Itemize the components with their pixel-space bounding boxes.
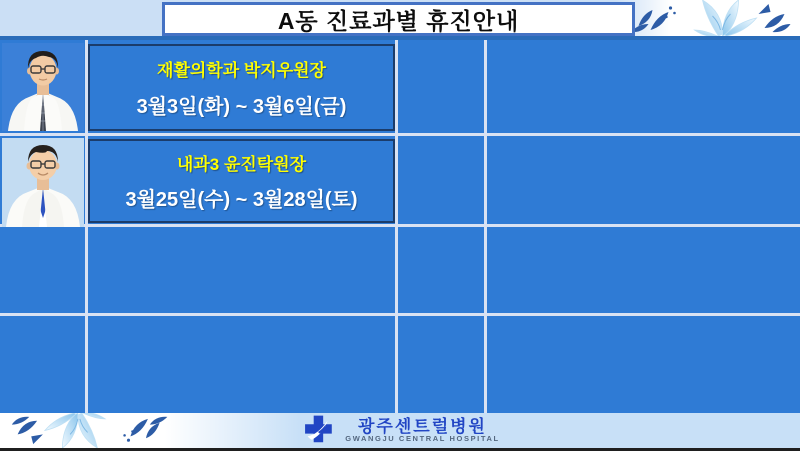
department-doctor-name: 재활의학과 박지우원장 xyxy=(157,61,326,81)
hospital-logo xyxy=(0,413,800,448)
footer xyxy=(0,413,800,448)
page-title: A동 진료과별 휴진안내 xyxy=(277,7,520,34)
hospital-name-english: GWANGJU CENTRAL HOSPITAL xyxy=(345,434,500,444)
doctor-photo xyxy=(2,43,84,131)
lily-flower-icon xyxy=(615,23,800,36)
doctor-photo xyxy=(2,138,84,227)
closure-notice-row-2 xyxy=(88,139,395,223)
closure-notice-row-1 xyxy=(88,44,395,131)
top-band xyxy=(0,0,800,36)
closure-period: 3월3일(화) ~ 3월6일(금) xyxy=(136,95,347,118)
floral-decoration-top-right xyxy=(615,0,800,36)
department-doctor-name: 내과3 윤진탁원장 xyxy=(176,155,307,175)
grid-line-horizontal xyxy=(0,313,800,316)
closure-period: 3월25일(수) ~ 3월28일(토) xyxy=(125,188,358,211)
hospital-cross-icon xyxy=(300,413,336,449)
page-title-box xyxy=(162,2,635,36)
hospital-name-group xyxy=(345,418,499,444)
grid-line-horizontal xyxy=(0,133,800,136)
schedule-grid xyxy=(0,40,800,413)
hospital-name: 광주센트럴병원 xyxy=(358,416,487,436)
grid-line-horizontal xyxy=(0,224,800,227)
